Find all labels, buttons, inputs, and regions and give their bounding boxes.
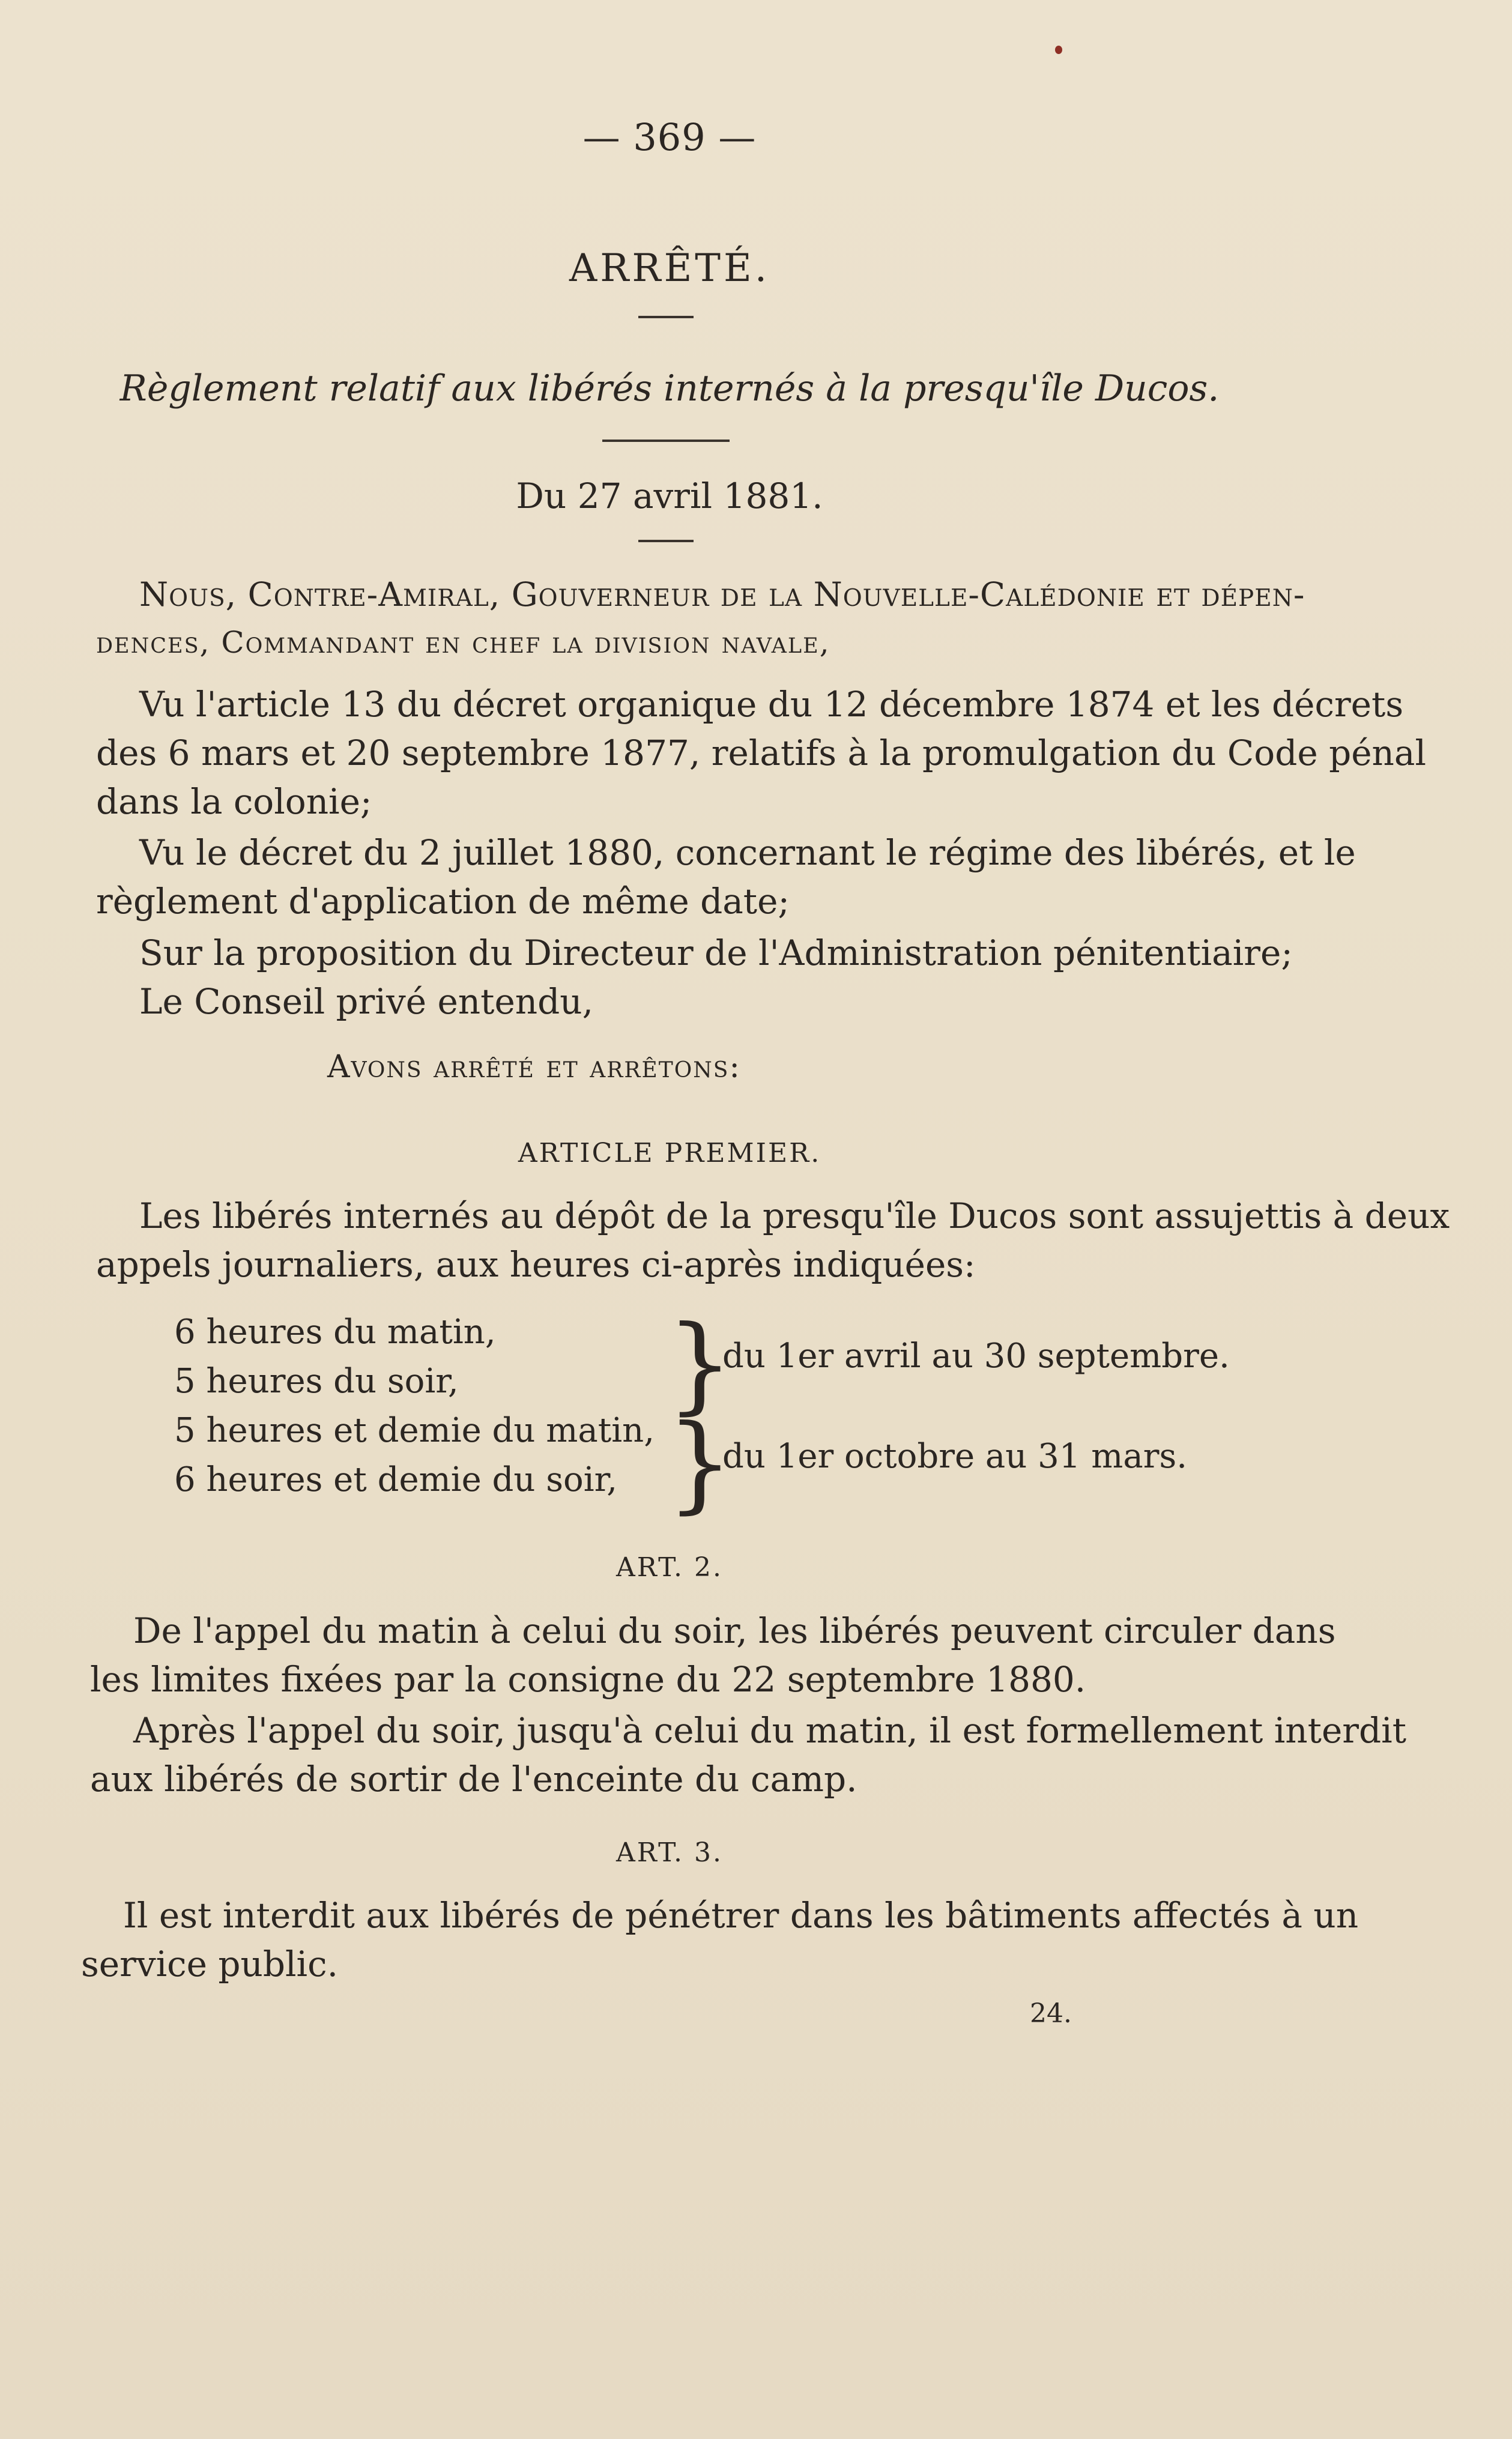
- decision-line: Avons arrêté et arrêtons:: [327, 1049, 741, 1085]
- article-2-heading: ART. 2.: [616, 1552, 723, 1583]
- document-subtitle: Règlement relatif aux libérés internés à la presqu'île Ducos.: [119, 367, 1220, 410]
- page-number: — 369 —: [582, 115, 757, 159]
- title-divider: [638, 316, 694, 318]
- preamble-line: dences, Commandant en chef la division navale,: [96, 625, 830, 660]
- consideration-line: dans la colonie;: [96, 781, 372, 822]
- consideration-line: des 6 mars et 20 septembre 1877, relatifs à la promulgation du Code pénal: [96, 733, 1427, 773]
- article-3-line: service public.: [81, 1944, 339, 1984]
- article-2-line: De l'appel du matin à celui du soir, les libérés peuvent circuler dans: [133, 1610, 1336, 1651]
- article-2-line: aux libérés de sortir de l'enceinte du camp.: [90, 1759, 857, 1800]
- consideration-line: Le Conseil privé entendu,: [139, 981, 594, 1022]
- article-2-line: Après l'appel du soir, jusqu'à celui du matin, il est formellement interdit: [133, 1710, 1407, 1751]
- schedule-period: du 1er octobre au 31 mars.: [722, 1437, 1188, 1476]
- subtitle-divider: [602, 440, 730, 442]
- brace-symbol: }: [667, 1403, 734, 1525]
- date-divider: [638, 540, 694, 542]
- page-title: ARRÊTÉ.: [569, 246, 770, 291]
- article-1-heading: ARTICLE PREMIER.: [518, 1138, 821, 1168]
- preamble-line: Nous, Contre-Amiral, Gouverneur de la Nouvelle-Calédonie et dépen-: [139, 575, 1305, 614]
- article-1-line: Les libérés internés au dépôt de la presqu'île Ducos sont assujettis à deux: [139, 1195, 1450, 1236]
- schedule-time: 6 heures et demie du soir,: [174, 1460, 618, 1499]
- consideration-line: Vu le décret du 2 juillet 1880, concernant le régime des libérés, et le: [139, 832, 1356, 873]
- sheet-signature-mark: 24.: [1030, 1998, 1072, 2029]
- consideration-line: Sur la proposition du Directeur de l'Administration pénitentiaire;: [139, 932, 1293, 973]
- article-3-heading: ART. 3.: [616, 1837, 723, 1868]
- schedule-time: 5 heures du soir,: [174, 1362, 459, 1401]
- article-2-line: les limites fixées par la consigne du 22 septembre 1880.: [90, 1659, 1086, 1700]
- document-date: Du 27 avril 1881.: [516, 476, 823, 516]
- schedule-time: 5 heures et demie du matin,: [174, 1411, 655, 1450]
- consideration-line: règlement d'application de même date;: [96, 881, 790, 922]
- schedule-period: du 1er avril au 30 septembre.: [722, 1337, 1230, 1376]
- ink-speck: [1055, 46, 1062, 54]
- consideration-line: Vu l'article 13 du décret organique du 12 décembre 1874 et les décrets: [139, 684, 1404, 725]
- schedule-time: 6 heures du matin,: [174, 1313, 496, 1352]
- article-1-line: appels journaliers, aux heures ci-après indiquées:: [96, 1244, 976, 1285]
- article-3-line: Il est interdit aux libérés de pénétrer dans les bâtiments affectés à un: [123, 1895, 1359, 1936]
- brace-symbol: }: [667, 1304, 734, 1425]
